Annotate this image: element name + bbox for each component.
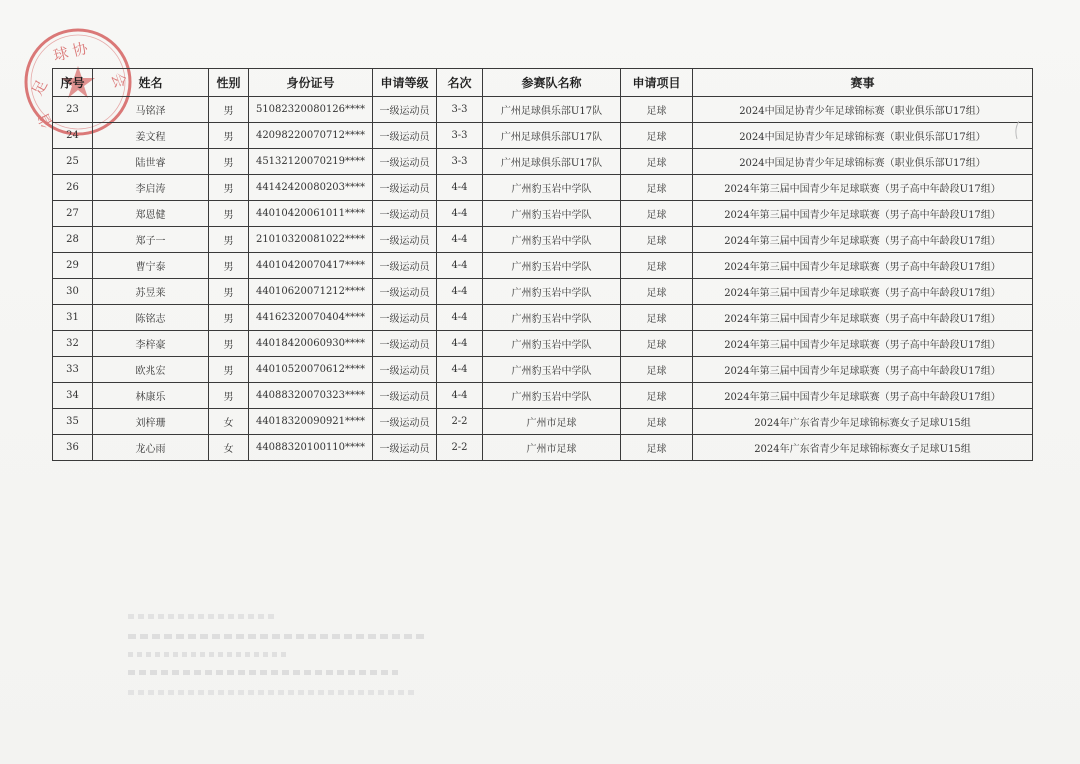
cell-rank: 4-4 [437,357,483,383]
cell-team: 广州市足球 [483,435,621,461]
cell-rank: 2-2 [437,409,483,435]
svg-text:会: 会 [107,70,130,91]
faded-bleed-through-line [128,652,288,657]
cell-serial: 35 [53,409,93,435]
table-row [53,253,1033,279]
cell-sport: 足球 [621,409,693,435]
cell-id-number: 44018320090921**** [249,409,373,435]
cell-id-number: 44088320070323**** [249,383,373,409]
svg-text:球 协: 球 协 [51,38,90,65]
cell-name: 郑子一 [93,227,209,253]
header-id-number: 身份证号 [249,69,373,97]
cell-name: 曹宁泰 [93,253,209,279]
cell-grade: 一级运动员 [373,383,437,409]
table-row [53,409,1033,435]
cell-sport: 足球 [621,201,693,227]
cell-name: 欧兆宏 [93,357,209,383]
table-body [53,97,1033,461]
table-row [53,227,1033,253]
cell-id-number: 42098220070712**** [249,123,373,149]
header-team: 参赛队名称 [483,69,621,97]
cell-rank: 4-4 [437,383,483,409]
cell-rank: 3-3 [437,123,483,149]
cell-sport: 足球 [621,253,693,279]
cell-grade: 一级运动员 [373,253,437,279]
svg-text:足: 足 [28,76,52,99]
cell-grade: 一级运动员 [373,149,437,175]
cell-team: 广州豹玉岩中学队 [483,227,621,253]
cell-sport: 足球 [621,279,693,305]
athlete-roster-table [52,68,1033,461]
cell-id-number: 44010620071212**** [249,279,373,305]
pen-mark [1010,120,1024,140]
header-name: 姓名 [93,69,209,97]
cell-sport: 足球 [621,383,693,409]
cell-sport: 足球 [621,123,693,149]
cell-team: 广州豹玉岩中学队 [483,279,621,305]
cell-rank: 4-4 [437,227,483,253]
cell-team: 广州豹玉岩中学队 [483,201,621,227]
table-row [53,279,1033,305]
cell-team: 广州足球俱乐部U17队 [483,123,621,149]
cell-sport: 足球 [621,305,693,331]
cell-rank: 4-4 [437,201,483,227]
cell-gender: 女 [209,435,249,461]
header-event: 赛事 [693,69,1033,97]
cell-id-number: 21010320081022**** [249,227,373,253]
cell-event: 2024年第三届中国青少年足球联赛（男子高中年龄段U17组） [693,305,1033,331]
faded-bleed-through-line [128,614,278,619]
faded-bleed-through-line [128,690,418,695]
cell-serial: 28 [53,227,93,253]
cell-sport: 足球 [621,357,693,383]
cell-serial: 30 [53,279,93,305]
cell-rank: 2-2 [437,435,483,461]
cell-id-number: 44010420061011**** [249,201,373,227]
table-row [53,331,1033,357]
cell-name: 姜文程 [93,123,209,149]
cell-gender: 男 [209,253,249,279]
cell-id-number: 44010420070417**** [249,253,373,279]
cell-event: 2024中国足协青少年足球锦标赛（职业俱乐部U17组） [693,97,1033,123]
table-header-row [53,69,1033,97]
faded-bleed-through-line [128,634,428,639]
cell-gender: 男 [209,149,249,175]
cell-event: 2024年广东省青少年足球锦标赛女子足球U15组 [693,409,1033,435]
cell-gender: 男 [209,97,249,123]
table-row [53,123,1033,149]
table-row [53,305,1033,331]
cell-event: 2024年第三届中国青少年足球联赛（男子高中年龄段U17组） [693,279,1033,305]
cell-id-number: 45132120070219**** [249,149,373,175]
cell-gender: 男 [209,279,249,305]
cell-serial: 34 [53,383,93,409]
cell-sport: 足球 [621,227,693,253]
header-rank: 名次 [437,69,483,97]
header-grade: 申请等级 [373,69,437,97]
cell-serial: 33 [53,357,93,383]
cell-id-number: 44018420060930**** [249,331,373,357]
cell-name: 马铭泽 [93,97,209,123]
cell-gender: 男 [209,227,249,253]
table-row [53,175,1033,201]
cell-id-number: 44142420080203**** [249,175,373,201]
cell-name: 苏昱莱 [93,279,209,305]
cell-team: 广州足球俱乐部U17队 [483,149,621,175]
faded-bleed-through-line [128,670,398,675]
cell-gender: 男 [209,331,249,357]
cell-serial: 27 [53,201,93,227]
svg-text:省: 省 [34,109,58,132]
cell-event: 2024年第三届中国青少年足球联赛（男子高中年龄段U17组） [693,201,1033,227]
cell-name: 陈铭志 [93,305,209,331]
cell-rank: 4-4 [437,253,483,279]
cell-serial: 23 [53,97,93,123]
header-gender: 性别 [209,69,249,97]
cell-sport: 足球 [621,331,693,357]
cell-grade: 一级运动员 [373,435,437,461]
cell-sport: 足球 [621,435,693,461]
cell-team: 广州豹玉岩中学队 [483,305,621,331]
cell-grade: 一级运动员 [373,409,437,435]
table-row [53,201,1033,227]
cell-rank: 3-3 [437,149,483,175]
cell-team: 广州豹玉岩中学队 [483,175,621,201]
cell-name: 陆世睿 [93,149,209,175]
cell-event: 2024年第三届中国青少年足球联赛（男子高中年龄段U17组） [693,175,1033,201]
cell-event: 2024年第三届中国青少年足球联赛（男子高中年龄段U17组） [693,357,1033,383]
cell-event: 2024年第三届中国青少年足球联赛（男子高中年龄段U17组） [693,253,1033,279]
cell-id-number: 44162320070404**** [249,305,373,331]
table-row [53,97,1033,123]
cell-serial: 24 [53,123,93,149]
cell-team: 广州足球俱乐部U17队 [483,97,621,123]
cell-rank: 4-4 [437,175,483,201]
cell-team: 广州豹玉岩中学队 [483,357,621,383]
cell-grade: 一级运动员 [373,331,437,357]
cell-rank: 4-4 [437,305,483,331]
cell-serial: 36 [53,435,93,461]
cell-grade: 一级运动员 [373,123,437,149]
cell-team: 广州市足球 [483,409,621,435]
cell-serial: 25 [53,149,93,175]
table-row [53,149,1033,175]
cell-serial: 31 [53,305,93,331]
table-row [53,383,1033,409]
cell-grade: 一级运动员 [373,279,437,305]
cell-rank: 3-3 [437,97,483,123]
cell-event: 2024年广东省青少年足球锦标赛女子足球U15组 [693,435,1033,461]
cell-serial: 26 [53,175,93,201]
cell-name: 刘梓珊 [93,409,209,435]
cell-gender: 男 [209,383,249,409]
table-row [53,435,1033,461]
cell-team: 广州豹玉岩中学队 [483,331,621,357]
cell-sport: 足球 [621,175,693,201]
cell-name: 龙心雨 [93,435,209,461]
cell-event: 2024年第三届中国青少年足球联赛（男子高中年龄段U17组） [693,227,1033,253]
cell-gender: 男 [209,305,249,331]
cell-team: 广州豹玉岩中学队 [483,253,621,279]
cell-name: 郑恩健 [93,201,209,227]
cell-sport: 足球 [621,149,693,175]
cell-team: 广州豹玉岩中学队 [483,383,621,409]
cell-id-number: 44010520070612**** [249,357,373,383]
cell-serial: 29 [53,253,93,279]
cell-grade: 一级运动员 [373,227,437,253]
cell-gender: 男 [209,201,249,227]
cell-event: 2024中国足协青少年足球锦标赛（职业俱乐部U17组） [693,149,1033,175]
cell-grade: 一级运动员 [373,175,437,201]
cell-serial: 32 [53,331,93,357]
header-sport: 申请项目 [621,69,693,97]
cell-event: 2024中国足协青少年足球锦标赛（职业俱乐部U17组） [693,123,1033,149]
cell-name: 李启涛 [93,175,209,201]
cell-gender: 男 [209,175,249,201]
cell-name: 李梓豪 [93,331,209,357]
cell-rank: 4-4 [437,331,483,357]
cell-name: 林康乐 [93,383,209,409]
cell-grade: 一级运动员 [373,357,437,383]
table-row [53,357,1033,383]
cell-id-number: 51082320080126**** [249,97,373,123]
cell-rank: 4-4 [437,279,483,305]
cell-event: 2024年第三届中国青少年足球联赛（男子高中年龄段U17组） [693,383,1033,409]
cell-gender: 男 [209,357,249,383]
cell-event: 2024年第三届中国青少年足球联赛（男子高中年龄段U17组） [693,331,1033,357]
cell-id-number: 44088320100110**** [249,435,373,461]
cell-gender: 男 [209,123,249,149]
cell-gender: 女 [209,409,249,435]
header-serial: 序号 [53,69,93,97]
cell-grade: 一级运动员 [373,305,437,331]
cell-grade: 一级运动员 [373,97,437,123]
cell-grade: 一级运动员 [373,201,437,227]
cell-sport: 足球 [621,97,693,123]
